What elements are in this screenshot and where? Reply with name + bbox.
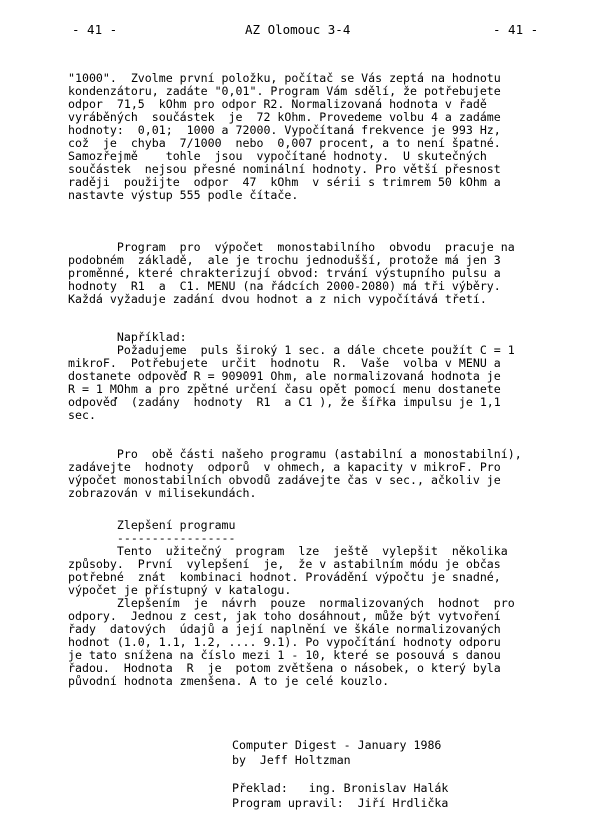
text-line: potřebné znát kombinaci hodnot. Provádění výpočtu je snadné, [68,570,501,584]
text-line: mikroF. Potřebujete určit hodnotu R. Vaše volba v MENU a [68,356,501,370]
text-line: řady datových údajů a její naplnění ve škále normalizovaných [68,622,501,636]
text-line: raději použijte odpor 47 kOhm v sérii s trimrem 50 kOhm a [68,175,501,189]
text-line: Požadujeme puls široký 1 sec. a dále chcete použít C = 1 [68,343,515,357]
page-number-left: - 41 - [72,22,118,37]
text-line: Každá vyžaduje zadání dvou hodnot a z nich vypočítává třetí. [68,292,487,306]
text-line: hodnoty: 0,01; 1000 a 72000. Vypočítaná frekvence je 993 Hz, [68,123,501,137]
text-line: výpočet monostabilních obvodů zadávejte čas v sec., ačkoliv je [68,473,501,487]
text-line: vyráběných součástek je 72 kOhm. Provedeme volbu 4 a zadáme [68,110,501,124]
text-line: ----------------- [68,531,236,545]
text-line: odpověď (zadány hodnoty R1 a C1 ), že šířka impulsu je 1,1 [68,395,501,409]
text-line: výpočet je přístupný v katalogu. [68,583,292,597]
text-line: původní hodnota zmenšena. A to je celé kouzlo. [68,674,390,688]
text-line: Zlepšení programu [68,518,236,532]
text-line: dostanete odpověď R = 909091 Ohm, ale normalizovaná hodnota je [68,369,501,383]
text-line: proměnné, které chrakterizují obvod: trvání výstupního pulsu a [68,266,501,280]
text-line: Pro obě části našeho programu (astabilní a monostabilní), [68,447,522,461]
text-line: součástek nejsou přesné nominální hodnoty. Pro větší přesnost [68,162,501,176]
program-edit-credit: Program upravil: Jiří Hrdlička [232,796,449,810]
text-line: je tato snížena na číslo mezi 1 - 10, které se posouvá s danou [68,648,501,662]
text-line: podobném základě, ale je trochu jednodušší, protože má jen 3 [68,253,501,267]
translation-credit: Překlad: ing. Bronislav Halák [232,781,449,795]
text-line: hodnoty R1 a C1. MENU (na řádcích 2000-2080) má tři výběry. [68,279,501,293]
text-line: R = 1 MOhm a pro zpětné určení času opět pomocí menu dostanete [68,382,501,396]
text-line: odpory. Jednou z cest, jak toho dosáhnout, může být vytvoření [68,609,501,623]
text-line: což je chyba 7/1000 nebo 0,007 procent, a to není špatné. [68,136,501,150]
text-line: zobrazován v milisekundách. [68,486,257,500]
text-line: Tento užitečný program lze ještě vylepšit několika [68,544,508,558]
text-line: řadou. Hodnota R je potom zvětšena o násobek, o který byla [68,661,501,675]
text-line: Například: [68,330,187,344]
page-number-right: - 41 - [493,22,539,37]
author-line: by Jeff Holtzman [232,753,351,767]
text-line: odpor 71,5 kOhm pro odpor R2. Normalizovaná hodnota v řadě [68,97,487,111]
text-line: nastavte výstup 555 podle čítače. [68,188,299,202]
header-title: AZ Olomouc 3-4 [245,22,351,37]
text-line: hodnot (1.0, 1.1, 1.2, .... 9.1). Po vypočítání hodnoty odporu [68,635,501,649]
text-line: Zlepšením je návrh pouze normalizovaných hodnot pro [68,596,515,610]
text-line: sec. [68,408,96,422]
text-line: Program pro výpočet monostabilního obvodu pracuje na [68,240,515,254]
text-line: "1000". Zvolme první položku, počítač se Vás zeptá na hodnotu [68,71,501,85]
text-line: zadávejte hodnoty odporů v ohmech, a kapacity v mikroF. Pro [68,460,501,474]
source-line: Computer Digest - January 1986 [232,738,442,752]
text-line: Samozřejmě tohle jsou vypočítané hodnoty. U skutečných [68,149,487,163]
text-line: kondenzátoru, zadáte "0,01". Program Vám sdělí, že potřebujete [68,84,501,98]
text-line: způsoby. První vylepšení je, že v astabilním módu je občas [68,557,501,571]
